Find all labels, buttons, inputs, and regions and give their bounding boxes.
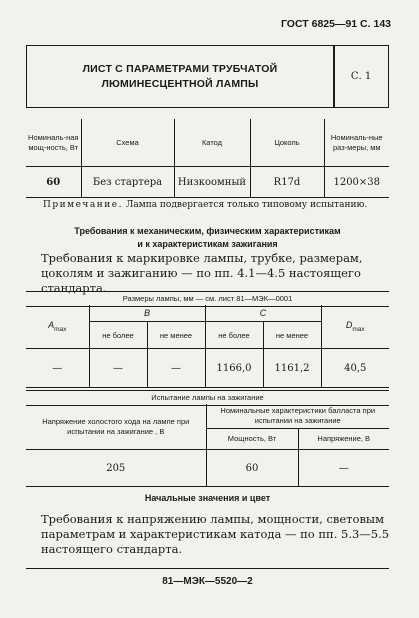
col-header-scheme: Схема (81, 119, 174, 167)
ignition-table (26, 404, 389, 487)
section-heading-mechanical: Требования к механическим, физическим характеристикам и к характеристикам зажигания (74, 226, 341, 250)
col-header-c: C (205, 305, 321, 322)
col-header-d-max: $D_{max}$ (321, 305, 389, 349)
cell-c-not-less: 1161,2 (263, 349, 321, 388)
note-text: Лампа подвергается только типовому испытанию. (125, 200, 368, 210)
col-header-b: B (89, 305, 205, 322)
col-header-dimensions: Номиналь-ные раз-меры, мм (324, 119, 389, 167)
col-header-ballast-power: Мощность, Вт (206, 429, 298, 450)
col-header-c-not-more: не более (205, 322, 263, 349)
col-header-a-max: $A_{max}$ (26, 305, 89, 349)
note-label: Примечание. (43, 200, 123, 210)
col-header-cathode: Катод (174, 119, 250, 167)
dimensions-caption: Размеры лампы, мм — см. лист 81—МЭК—0001 (26, 291, 389, 307)
section-heading-initial-values: Начальные значения и цвет (144, 493, 271, 503)
cell-open-circuit-voltage: 205 (26, 450, 206, 487)
col-header-ballast: Номинальные характеристики балласта при испытании на зажигание (206, 404, 389, 429)
page-header: ГОСТ 6825—91 С. 143 (280, 18, 391, 30)
cell-d-max: 40,5 (321, 349, 389, 388)
dimensions-table (26, 305, 389, 388)
col-header-power: Номиналь-ная мощ-ность, Вт (26, 119, 81, 167)
col-header-open-circuit-voltage: Напряжение холостого хода на лампе при испытании на зажигание , В (26, 404, 206, 450)
col-header-b-not-more: не более (89, 322, 147, 349)
ignition-caption: Испытание лампы на зажигание (26, 390, 389, 406)
cell-scheme: Без стартера (81, 167, 174, 198)
cell-ballast-power: 60 (206, 450, 298, 487)
cell-cathode: Низкоомный (174, 167, 250, 198)
sheet-title: ЛИСТ С ПАРАМЕТРАМИ ТРУБЧАТОЙ ЛЮМИНЕСЦЕНТНОЙ ЛАМПЫ (82, 63, 278, 90)
sheet-number: С. 1 (350, 71, 372, 82)
footer-code: 81—МЭК—5520—2 (162, 576, 253, 587)
col-header-c-not-less: не менее (263, 322, 321, 349)
section-text-initial-values: Требования к напряжению лампы, мощности, световым параметрам и характеристикам катода — по пп. 5.3—5.5 настоящего стандарта. (41, 512, 390, 556)
footer-divider (26, 568, 389, 569)
col-header-ballast-voltage: Напряжение, В (298, 429, 389, 450)
sheet-title-block (26, 45, 389, 108)
col-header-b-not-less: не менее (147, 322, 205, 349)
cell-b-not-less: — (147, 349, 205, 388)
cell-dimensions: 1200×38 (324, 167, 389, 198)
cell-cap: R17d (250, 167, 324, 198)
cell-c-not-more: 1166,0 (205, 349, 263, 388)
cell-ballast-voltage: — (298, 450, 389, 487)
section-text-mechanical: Требования к маркировке лампы, трубке, размерам, цоколям и зажиганию — по пп. 4.1—4.5 настоящего стандарта. (41, 251, 363, 295)
cell-power: 60 (26, 167, 81, 198)
lamp-parameters-table (26, 119, 389, 198)
cell-a-max: — (26, 349, 89, 388)
col-header-cap: Цоколь (250, 119, 324, 167)
cell-b-not-more: — (89, 349, 147, 388)
note (43, 200, 367, 210)
